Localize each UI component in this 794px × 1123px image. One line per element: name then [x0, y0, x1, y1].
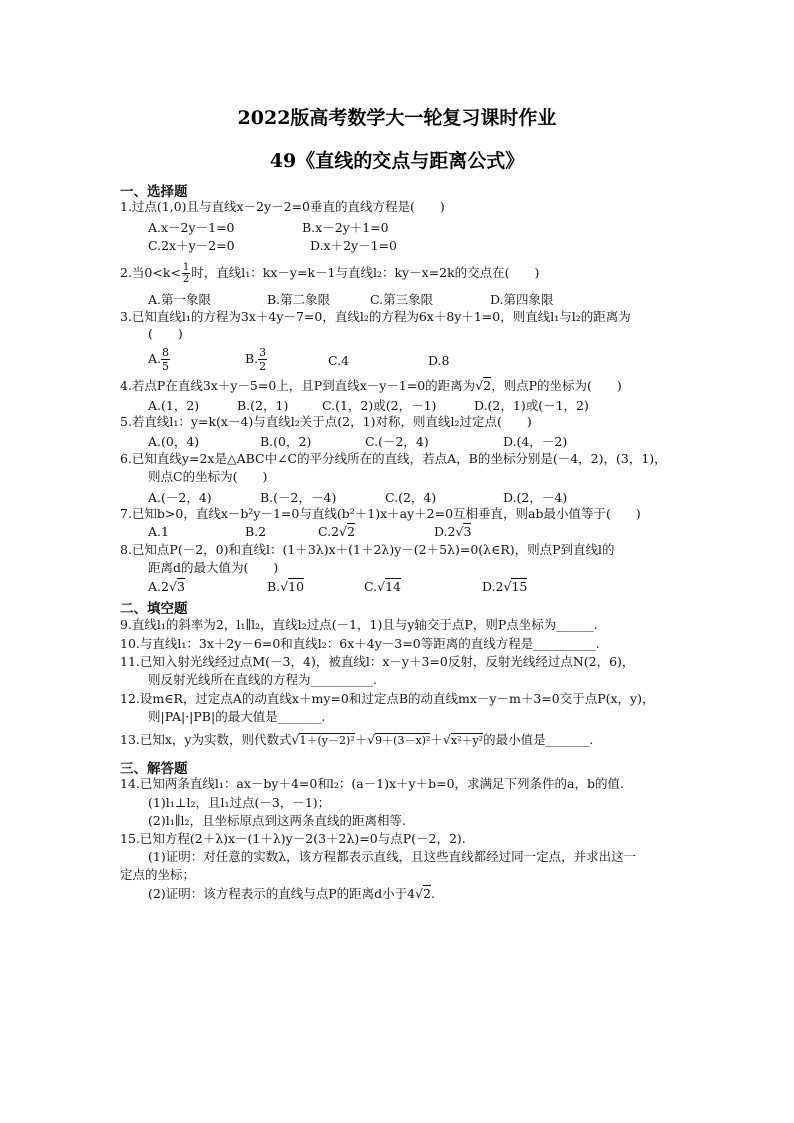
- q8-option-a-label: A.2: [148, 579, 169, 594]
- q13-stem-end: 的最小值是_______.: [483, 732, 594, 747]
- q13-radical-2: √9＋(3－x)²: [367, 732, 431, 747]
- q2-option-d: D.第四象限: [490, 292, 554, 307]
- question-15-stem: 15.已知方程(2＋λ)x－(1＋λ)y－2(3＋2λ)=0与点P(－2，2).: [120, 831, 466, 846]
- q15-radicand: 2: [423, 886, 431, 901]
- q7-option-d-radicand: 3: [463, 524, 472, 539]
- q8-option-c-label: C.: [364, 579, 378, 594]
- q4-stem-end: ，则点P的坐标为( ): [491, 378, 622, 393]
- q3-option-a-numerator: 8: [162, 346, 170, 359]
- question-4-stem: [120, 378, 622, 394]
- q15-part-2-end: .: [431, 886, 435, 901]
- q8-option-d: D.2√15: [482, 579, 528, 594]
- question-3-stem-cont: ( ): [148, 326, 183, 341]
- q8-option-d-label: D.2: [482, 579, 504, 594]
- question-13: [120, 732, 593, 749]
- q8-option-b-radicand: 10: [288, 579, 305, 594]
- q6-option-a: A.(－2，4): [148, 490, 212, 505]
- question-15-part-1-cont: 定点的坐标；: [120, 867, 196, 882]
- q4-option-b: B.(2，1): [237, 398, 289, 413]
- q6-option-d: D.(2，－4): [503, 490, 568, 505]
- q6-option-b: B.(－2，－4): [260, 490, 337, 505]
- question-15-part-1: (1)证明：对任意的实数λ，该方程都表示直线，且这些直线都经过同一定点，并求出这一: [148, 849, 637, 864]
- q1-option-c: C.2x＋y－2=0: [148, 238, 235, 253]
- q5-option-d: D.(4，－2): [503, 434, 568, 449]
- q2-option-b: B.第二象限: [267, 292, 331, 307]
- question-14-part-2: (2)l₁∥l₂，且坐标原点到这两条直线的距离相等.: [148, 813, 406, 828]
- q3-option-b: [245, 346, 267, 373]
- q7-option-d: D.2√3: [434, 524, 472, 539]
- q5-option-b: B.(0，2): [260, 434, 312, 449]
- q3-option-c: C.4: [328, 353, 350, 368]
- q4-option-c: C.(1，2)或(2，－1): [322, 398, 437, 413]
- q4-option-a: A.(1，2): [148, 398, 200, 413]
- q7-option-a: A.1: [148, 524, 169, 539]
- q6-option-c: C.(2，4): [385, 490, 437, 505]
- q13-radicand-1: 1＋(y－2)²: [299, 734, 355, 747]
- q7-option-b: B.2: [245, 524, 267, 539]
- q8-option-d-radicand: 15: [511, 579, 528, 594]
- q8-option-a-radicand: 3: [176, 579, 185, 594]
- q8-option-c: C.√14: [364, 579, 401, 594]
- q2-stem-start: 2.当0<k<: [120, 265, 181, 280]
- q13-radicand-3: x²＋y²: [450, 734, 484, 747]
- question-5-stem: 5.若直线l₁：y=k(x－4)与直线l₂关于点(2，1)对称，则直线l₂过定点( ): [120, 414, 532, 429]
- q2-fraction: [182, 262, 190, 285]
- q1-option-d: D.x＋2y－1=0: [310, 238, 397, 253]
- question-11-stem-cont: 则反射光线所在直线的方程为__________.: [148, 672, 377, 687]
- q4-radicand: 2: [483, 378, 492, 393]
- q8-option-b: B.√10: [267, 579, 305, 594]
- q15-radical: √2: [415, 886, 431, 901]
- q7-option-c-label: C.2: [318, 524, 340, 539]
- q3-option-b-denominator: 2: [259, 360, 267, 373]
- page-subtitle: 49《直线的交点与距离公式》: [269, 150, 525, 172]
- q4-option-d: D.(2，1)或(－1，2): [474, 398, 589, 413]
- question-14-part-1: (1)l₁⊥l₂，且l₁过点(－3，－1)；: [148, 795, 331, 810]
- q3-option-d: D.8: [428, 353, 450, 368]
- q4-stem-start: 4.若点P在直线3x＋y－5=0上，且P到直线x－y－1=0的距离为: [120, 378, 476, 393]
- q1-option-b: B.x－2y＋1=0: [302, 220, 389, 235]
- q3-option-b-numerator: 3: [259, 346, 267, 359]
- q8-option-a: A.2√3: [148, 579, 185, 594]
- question-9: 9.直线l₁的斜率为2，l₁∥l₂，直线l₂过点(－1，1)且与y轴交于点P，则P点坐标为______.: [120, 617, 598, 632]
- q13-plus-2: ＋: [430, 732, 443, 747]
- q4-radical: √2: [475, 378, 492, 393]
- section-heading-choice: 一、选择题: [120, 184, 188, 200]
- q13-radicand-2: 9＋(3－x)²: [375, 734, 431, 747]
- question-8-stem: 8.已知点P(－2，0)和直线l：(1＋3λ)x＋(1＋2λ)y－(2＋5λ)=0(λ∈R)，则点P到直线l的: [120, 542, 615, 557]
- question-8-stem-cont: 距离d的最大值为( ): [148, 560, 279, 575]
- q3-option-a-denominator: 5: [162, 360, 170, 373]
- q3-option-a-fraction: [161, 346, 170, 373]
- question-11-stem: 11.已知入射光线经过点M(－3，4)，被直线l：x－y＋3=0反射，反射光线经过点N(2，6)，: [120, 654, 635, 669]
- q8-option-b-label: B.: [267, 579, 281, 594]
- question-6-stem-cont: 则点C的坐标为( ): [148, 469, 268, 484]
- question-6-stem: 6.已知直线y=2x是△ABC中∠C的平分线所在的直线，若点A，B的坐标分别是(－4，2)，(3，1)，: [120, 451, 667, 466]
- q2-option-c: C.第三象限: [370, 292, 434, 307]
- q3-option-b-fraction: [258, 346, 267, 373]
- question-7-stem: 7.已知b>0，直线x－b²y－1=0与直线(b²＋1)x＋ay＋2=0互相垂直，则ab最小值等于( ): [120, 506, 641, 521]
- question-12-stem: 12.设m∈R，过定点A的动直线x＋my=0和过定点B的动直线mx－y－m＋3=0交于点P(x，y)，: [120, 691, 655, 706]
- q13-radical-1: √1＋(y－2)²: [291, 732, 355, 747]
- q2-stem-end: 时，直线l₁：kx－y=k－1与直线l₂：ky－x=2k的交点在( ): [191, 265, 540, 280]
- question-2-stem: [120, 262, 539, 285]
- question-14-stem: 14.已知两条直线l₁：ax－by＋4=0和l₂：(a－1)x＋y＋b=0，求满足下列条件的a，b的值.: [120, 776, 624, 791]
- q1-option-a: A.x－2y－1=0: [148, 220, 235, 235]
- q5-option-a: A.(0，4): [148, 434, 200, 449]
- q2-option-a: A.第一象限: [148, 292, 212, 307]
- q15-part-2-text: (2)证明：该方程表示的直线与点P的距离d小于4: [148, 886, 416, 901]
- page-title: 2022版高考数学大一轮复习课时作业: [237, 107, 557, 129]
- q2-fraction-denominator: 2: [182, 274, 190, 285]
- q5-option-c: C.(－2，4): [365, 434, 429, 449]
- q3-option-b-label: B.: [245, 351, 259, 366]
- question-10: 10.与直线l₁：3x＋2y－6=0和直线l₂：6x＋4y－3=0等距离的直线方程是__________.: [120, 636, 600, 651]
- q3-option-a-label: A.: [148, 351, 162, 366]
- q2-fraction-numerator: 1: [182, 262, 190, 273]
- section-heading-solve: 三、解答题: [120, 761, 188, 777]
- q13-plus-1: ＋: [354, 732, 368, 747]
- q13-stem-start: 13.已知x，y为实数，则代数式: [120, 732, 292, 747]
- section-heading-fill: 二、填空题: [120, 601, 188, 617]
- question-1-stem: 1.过点(1,0)且与直线x－2y－2=0垂直的直线方程是( ): [120, 199, 445, 214]
- q13-radical-3: √x²＋y²: [442, 732, 484, 747]
- q7-option-c: C.2√2: [318, 524, 355, 539]
- q7-option-d-label: D.2: [434, 524, 456, 539]
- question-12-stem-cont: 则|PA|·|PB|的最大值是_______.: [148, 709, 326, 724]
- q8-option-c-radicand: 14: [385, 579, 401, 594]
- question-3-stem: 3.已知直线l₁的方程为3x＋4y－7=0，直线l₂的方程为6x＋8y＋1=0，则直线l₁与l₂的距离为: [120, 309, 631, 324]
- q3-option-a: [148, 346, 170, 373]
- question-15-part-2: [148, 886, 435, 902]
- q7-option-c-radicand: 2: [347, 524, 355, 539]
